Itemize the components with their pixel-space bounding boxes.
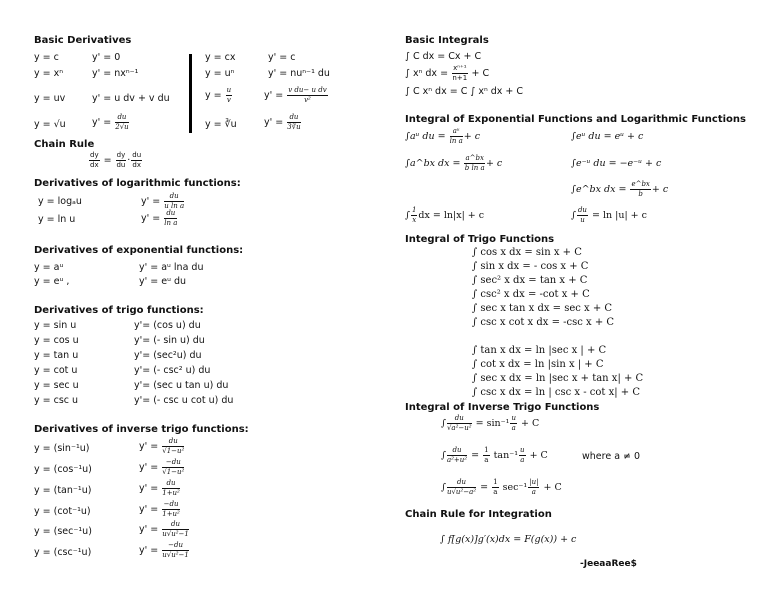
integral-formula: ∫eᵘ du = eᵘ + c — [571, 131, 644, 142]
formula-lhs: y = (csc⁻¹u) — [34, 547, 92, 558]
integral-formula: ∫ C xⁿ dx = C ∫ xⁿ dx + C — [405, 86, 524, 97]
formula-rhs: y' = c — [268, 52, 296, 63]
integral-formula: ∫ C dx = Cx + C — [405, 51, 482, 62]
chain-rule-integration-formula: ∫ f[g(x)]g′(x)dx = F(g(x)) + c — [440, 534, 577, 545]
integral-formula: ∫ xⁿ dx = $\frac{\text{xⁿ⁺¹}}{n+1}$ + C — [405, 64, 490, 82]
formula-lhs: y = sec u — [34, 380, 79, 391]
formula-lhs: y = (tan⁻¹u) — [34, 485, 92, 496]
column-divider — [189, 54, 192, 133]
formula-rhs: y'= (- csc u cot u) du — [134, 395, 234, 406]
formula-lhs: y = (cos⁻¹u) — [34, 464, 92, 475]
formula-rhs: y' = $\frac{du}{\text{ln a}}$ — [141, 209, 178, 227]
formula-lhs: y = (sin⁻¹u) — [34, 443, 90, 454]
formula-rhs: y' = nxⁿ⁻¹ — [92, 68, 139, 79]
integral-formula: ∫ sec x dx = ln |sec x + tan x| + C — [472, 373, 644, 384]
formula-lhs: y = uv — [34, 93, 66, 104]
integral-formula: ∫ csc x cot x dx = -csc x + C — [472, 317, 615, 328]
integral-formula: ∫e⁻ᵘ du = −e⁻ᵘ + c — [571, 158, 662, 169]
formula-lhs: y = aᵘ — [34, 262, 64, 273]
formula-rhs: y' = $\frac{du}{\text{√1−u²}}$ — [139, 437, 185, 455]
formula-rhs: y' = $\frac{-du}{\text{1+u²}}$ — [139, 500, 180, 518]
formula-rhs: y'= (- csc² u) du — [134, 365, 211, 376]
formula-lhs: y = (cot⁻¹u) — [34, 506, 91, 517]
log-derivatives-heading: Derivatives of logarithmic functions: — [34, 178, 241, 189]
formula-rhs: y'= (- sin u) du — [134, 335, 205, 346]
basic-derivatives-heading: Basic Derivatives — [34, 35, 132, 46]
basic-integrals-heading: Basic Integrals — [405, 35, 489, 46]
formula-rhs: y'= (sec²u) du — [134, 350, 202, 361]
trigo-integrals-heading: Integral of Trigo Functions — [405, 234, 555, 245]
integral-formula: ∫ $\frac{du}{u}$ = ln |u| + c — [571, 206, 647, 224]
integral-formula: ∫ $\frac{du}{\text{√a²−u²}}$ = sin⁻¹ $\frac{u}{a}$ + C — [441, 414, 540, 432]
formula-rhs: y' = $\frac{-du}{\text{√1−u²}}$ — [139, 458, 185, 476]
formula-rhs: y' = u dv + v du — [92, 93, 170, 104]
integral-formula: ∫ csc² x dx = -cot x + C — [472, 289, 590, 300]
formula-rhs: y' = aᵘ lna du — [139, 262, 204, 273]
exp-log-integrals-heading: Integral of Exponential Functions and Logarithmic Functions — [405, 114, 746, 125]
formula-rhs: y' = $\frac{\text{v du− u dv}}{\text{v²}}$ — [264, 86, 327, 104]
formula-lhs: y = sin u — [34, 320, 77, 331]
chain-rule-integration-heading: Chain Rule for Integration — [405, 509, 552, 520]
inverse-trigo-integrals-heading: Integral of Inverse Trigo Functions — [405, 402, 600, 413]
formula-rhs: y' = eᵘ du — [139, 276, 186, 287]
integral-formula: ∫ cot x dx = ln |sin x | + C — [472, 359, 604, 370]
formula-lhs: y = cos u — [34, 335, 79, 346]
formula-lhs: y = tan u — [34, 350, 79, 361]
integral-formula: ∫ sec x tan x dx = sec x + C — [472, 303, 613, 314]
inverse-trig-note: where a ≠ 0 — [582, 451, 641, 462]
trig-derivatives-heading: Derivatives of trigo functions: — [34, 305, 204, 316]
integral-formula: ∫ csc x dx = ln | csc x - cot x| + C — [472, 387, 640, 398]
chain-rule-heading: Chain Rule — [34, 139, 95, 150]
formula-lhs: y = c — [34, 52, 59, 63]
formula-rhs: y' = $\frac{du}{\text{1+u²}}$ — [139, 479, 180, 497]
inverse-trig-derivatives-heading: Derivatives of inverse trigo functions: — [34, 424, 249, 435]
integral-formula: ∫ $\frac{du}{\text{a²+u²}}$ = $\frac{1}{a}$ tan⁻¹ $\frac{u}{a}$ + C — [441, 446, 548, 464]
formula-rhs: y' = $\frac{-du}{\text{u√u²−1}}$ — [139, 541, 189, 559]
formula-rhs: y' = $\frac{du}{2√u}$ — [92, 113, 129, 131]
formula-rhs: y' = $\frac{du}{\text{u ln a}}$ — [141, 192, 185, 210]
formula-lhs: y = ∛u — [205, 119, 237, 130]
integral-formula: ∫e^bx dx = $\frac{e\^{}bx}{b}$ + c — [571, 180, 669, 198]
formula-rhs: y' = 0 — [92, 52, 121, 63]
integral-formula: ∫ tan x dx = ln |sec x | + C — [472, 345, 607, 356]
formula-lhs: y = eᵘ , — [34, 276, 70, 287]
formula-rhs: y'= (cos u) du — [134, 320, 201, 331]
formula-rhs: y' = nuⁿ⁻¹ du — [268, 68, 330, 79]
author-signature: -JeeaaRee$ — [580, 559, 637, 569]
formula-lhs: y = √u — [34, 119, 66, 130]
integral-formula: ∫ $\frac{du}{\text{u√u²−a²}}$ = $\frac{1}{a}$ sec⁻¹ $\frac{|u|}{a}$ + C — [441, 478, 562, 496]
integral-formula: ∫a^bx dx = $\frac{a\^{}bx}{\text{b ln a}}$ + c — [405, 154, 503, 172]
formula-lhs: y = cx — [205, 52, 236, 63]
formula-lhs: y = logₐu — [38, 196, 82, 207]
integral-formula: ∫ sec² x dx = tan x + C — [472, 275, 588, 286]
formula-rhs: y'= (sec u tan u) du — [134, 380, 229, 391]
formula-lhs: y = csc u — [34, 395, 79, 406]
formula-lhs: y = ln u — [38, 214, 76, 225]
exp-derivatives-heading: Derivatives of exponential functions: — [34, 245, 244, 256]
chain-rule-formula: $\frac{dy}{dx}$ = $\frac{dy}{du}$ · $\frac{du}{dx}$ — [90, 151, 142, 169]
formula-rhs: y' = $\frac{du}{3∛u}$ — [264, 113, 301, 131]
formula-rhs: y' = $\frac{du}{\text{u√u²−1}}$ — [139, 520, 189, 538]
integral-formula: ∫ sin x dx = - cos x + C — [472, 261, 589, 272]
formula-lhs: y = uⁿ — [205, 68, 235, 79]
integral-formula: ∫ cos x dx = sin x + C — [472, 247, 582, 258]
integral-formula: ∫ $\frac{1}{x}$ dx = ln|x| + c — [405, 206, 485, 224]
formula-lhs: y = (sec⁻¹u) — [34, 526, 92, 537]
formula-lhs: y = xⁿ — [34, 68, 64, 79]
formula-lhs: y = cot u — [34, 365, 78, 376]
integral-formula: ∫aᵘ du = $\frac{\text{aᵘ}}{\text{ln a}}$ + c — [405, 127, 481, 145]
formula-lhs: y = $\frac{u}{v}$ — [205, 86, 232, 104]
